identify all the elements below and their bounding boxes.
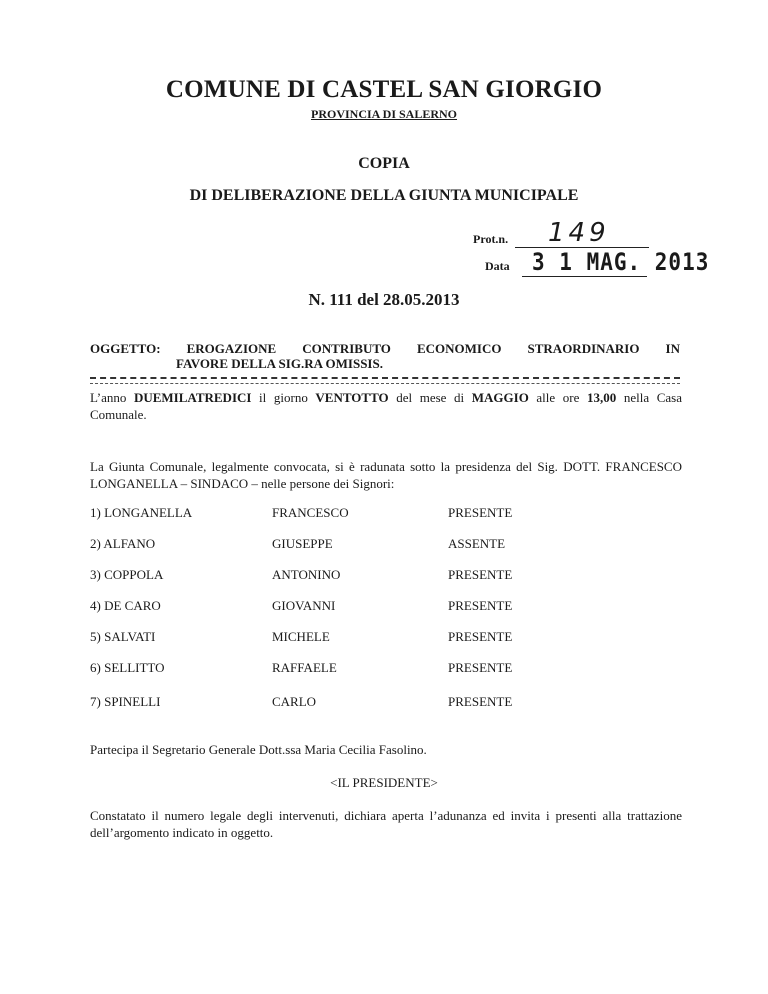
intro-year: DUEMILATREDICI (133, 390, 252, 405)
member-number: 1) (90, 505, 101, 520)
member-row (90, 629, 690, 647)
intro-month: MAGGIO (471, 390, 529, 405)
member-surname: ALFANO (103, 536, 156, 551)
member-name (90, 660, 165, 676)
municipality-title: COMUNE DI CASTEL SAN GIORGIO (165, 76, 603, 103)
member-surname: DE CARO (104, 598, 161, 613)
member-status: PRESENTE (448, 505, 513, 520)
member-row (90, 536, 690, 554)
intro-text: alle ore (528, 390, 587, 405)
subject-word: ECONOMICO (416, 341, 502, 356)
member-number: 7) (90, 694, 101, 709)
president-heading: <IL PRESIDENTE> (330, 775, 438, 790)
member-status: ASSENTE (448, 536, 506, 551)
member-name (90, 536, 155, 552)
member-name (90, 598, 161, 614)
member-status: PRESENTE (448, 629, 513, 644)
copy-heading: COPIA (358, 155, 410, 172)
member-first-name: GIUSEPPE (272, 536, 333, 551)
member-status: PRESENTE (448, 598, 513, 613)
member-surname: LONGANELLA (104, 505, 193, 520)
subject-label: OGGETTO: (90, 341, 161, 356)
intro-text: L’anno (90, 390, 134, 405)
member-status: PRESENTE (448, 567, 513, 582)
deliberation-number: N. 111 del 28.05.2013 (308, 290, 460, 309)
member-number: 4) (90, 598, 101, 613)
member-name (90, 567, 163, 583)
intro-text: il giorno (251, 390, 316, 405)
member-status: PRESENTE (448, 660, 513, 675)
intro-text: del mese di (388, 390, 472, 405)
deliberation-heading: DI DELIBERAZIONE DELLA GIUNTA MUNICIPALE (189, 187, 579, 204)
member-first-name: MICHELE (272, 629, 330, 644)
subject-word: CONTRIBUTO (302, 341, 391, 356)
province-subtitle: PROVINCIA DI SALERNO (310, 107, 458, 121)
member-row (90, 567, 690, 585)
member-name (90, 629, 155, 645)
member-first-name: CARLO (272, 694, 317, 709)
member-name (90, 505, 192, 521)
member-row (90, 660, 690, 678)
secretary-line: Partecipa il Segretario Generale Dott.ssa Maria Cecilia Fasolino. (90, 742, 427, 757)
convocation-paragraph: La Giunta Comunale, legalmente convocata, si è radunata sotto la presidenza del Sig. DOTT. FRANCESCO LONGANELLA – SINDACO – nelle persone dei Signori: (90, 459, 682, 491)
member-surname: SALVATI (104, 629, 156, 644)
subject-word: IN (665, 341, 680, 356)
member-number: 5) (90, 629, 101, 644)
member-row (90, 598, 690, 616)
subject-line-1 (90, 341, 680, 356)
member-first-name: ANTONINO (272, 567, 341, 582)
intro-day: VENTOTTO (315, 390, 389, 405)
member-number: 6) (90, 660, 101, 675)
member-row (90, 505, 690, 523)
date-underline (522, 276, 647, 277)
member-first-name: GIOVANNI (272, 598, 336, 613)
intro-text: nella Casa Comunale. (90, 390, 682, 422)
subject-word: EROGAZIONE (186, 341, 277, 356)
intro-time: 13,00 (586, 390, 617, 405)
protocol-number-handwritten: 149 (548, 218, 610, 248)
protocol-label: Prot.n. (473, 232, 509, 246)
date-label: Data (485, 259, 510, 273)
member-name (90, 694, 160, 710)
member-number: 2) (90, 536, 101, 551)
member-row (90, 694, 690, 712)
separator-rule (90, 377, 680, 384)
member-surname: SPINELLI (104, 694, 161, 709)
subject-word: STRAORDINARIO (527, 341, 640, 356)
intro-paragraph (90, 389, 682, 423)
subject-block (90, 341, 680, 371)
member-surname: SELLITTO (104, 660, 165, 675)
date-stamp: 3 1 MAG. 2013 (532, 248, 710, 276)
member-first-name: RAFFAELE (272, 660, 337, 675)
member-status: PRESENTE (448, 694, 513, 709)
member-surname: COPPOLA (104, 567, 164, 582)
subject-line-2: FAVORE DELLA SIG.RA OMISSIS. (176, 356, 383, 371)
conclusion-paragraph: Constatato il numero legale degli intervenuti, dichiara aperta l’adunanza ed invita i presenti alla trattazione dell’argomento indicato in oggetto. (90, 808, 682, 840)
member-number: 3) (90, 567, 101, 582)
member-first-name: FRANCESCO (272, 505, 349, 520)
